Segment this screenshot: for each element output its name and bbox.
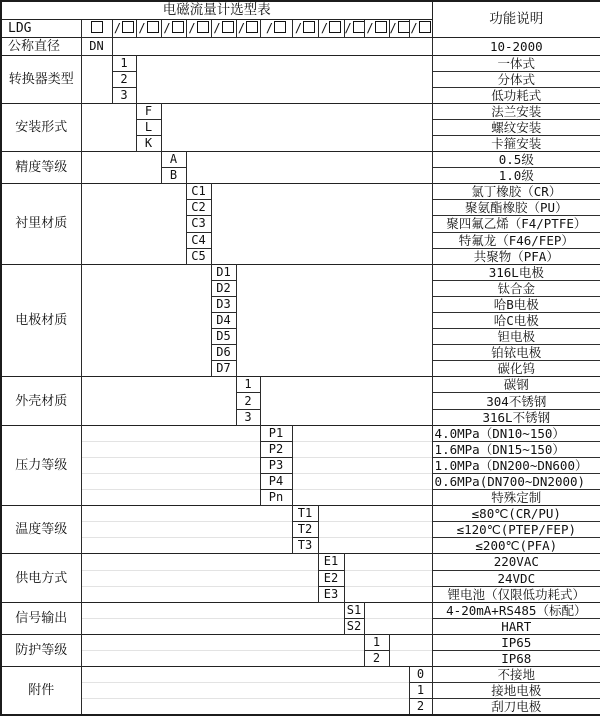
slash-separator: /: [344, 20, 352, 35]
spacer-cell: [260, 377, 432, 425]
function-desc: HART: [432, 618, 600, 634]
spacer-cell: [344, 586, 432, 602]
function-desc: 哈B电极: [432, 296, 600, 312]
model-slash-box-cell: [344, 19, 364, 37]
code-cell: 2: [236, 393, 260, 409]
code-cell-dn: DN: [81, 37, 112, 55]
category-label: 温度等级: [1, 506, 81, 554]
function-desc: 1.0MPa（DN200~DN600）: [432, 457, 600, 473]
spacer-cell: [81, 425, 260, 441]
code-cell: C2: [186, 200, 211, 216]
code-cell: D1: [211, 264, 236, 280]
model-slash-box-cell: [364, 19, 389, 37]
category-label: 电极材质: [1, 264, 81, 377]
function-desc: 0.6MPa(DN700~DN2000): [432, 473, 600, 489]
spacer-cell: [81, 264, 211, 377]
slash-separator: /: [188, 20, 196, 35]
spacer-cell: [81, 602, 344, 618]
spacer-cell: [364, 602, 432, 618]
code-cell: B: [161, 168, 186, 184]
function-desc: 刮刀电极: [432, 699, 600, 716]
function-desc: 24VDC: [432, 570, 600, 586]
spacer-cell: [364, 618, 432, 634]
slash-separator: /: [294, 20, 303, 35]
category-label: 衬里材质: [1, 184, 81, 264]
slash-separator: /: [237, 20, 246, 35]
model-box-icon: [172, 21, 184, 33]
function-desc: 哈C电极: [432, 313, 600, 329]
model-box-icon: [375, 21, 387, 33]
function-desc: 碳钢: [432, 377, 600, 393]
model-slash-box-cell: [211, 19, 236, 37]
function-desc: ≤80℃(CR/PU): [432, 506, 600, 522]
slash-separator: /: [366, 20, 374, 35]
spacer-cell: [292, 425, 432, 441]
spacer-cell: [112, 37, 432, 55]
slash-separator: /: [138, 20, 146, 35]
code-cell: 2: [409, 699, 432, 716]
code-cell: C4: [186, 232, 211, 248]
spacer-cell: [81, 473, 260, 489]
spacer-cell: [81, 377, 236, 425]
spacer-cell: [81, 490, 260, 506]
code-cell: D5: [211, 329, 236, 345]
table-title: 电磁流量计选型表: [1, 1, 432, 19]
code-cell: E1: [318, 554, 344, 570]
spacer-cell: [292, 473, 432, 489]
function-desc: 特殊定制: [432, 490, 600, 506]
code-cell: E3: [318, 586, 344, 602]
function-desc: 接地电极: [432, 683, 600, 699]
spacer-cell: [186, 152, 432, 184]
model-prefix: LDG: [1, 19, 81, 37]
code-cell: S2: [344, 618, 364, 634]
spacer-cell: [81, 103, 136, 151]
code-cell: 3: [112, 87, 136, 103]
spacer-cell: [81, 457, 260, 473]
code-cell: D4: [211, 313, 236, 329]
model-box-icon: [197, 21, 209, 33]
spacer-cell: [81, 522, 292, 538]
spacer-cell: [236, 264, 432, 377]
function-desc: 分体式: [432, 71, 600, 87]
model-box-icon: [91, 21, 103, 33]
model-box-icon: [147, 21, 159, 33]
code-cell: C5: [186, 248, 211, 264]
code-cell: P4: [260, 473, 292, 489]
function-desc: ≤120℃(PTEP/FEP): [432, 522, 600, 538]
function-desc: 不接地: [432, 667, 600, 683]
model-slash-box-cell: [236, 19, 260, 37]
model-box-icon: [329, 21, 341, 33]
code-cell: P3: [260, 457, 292, 473]
spacer-cell: [81, 506, 292, 522]
function-desc: 10-2000: [432, 37, 600, 55]
function-desc: 铂铱电极: [432, 345, 600, 361]
category-label: 外壳材质: [1, 377, 81, 425]
model-slash-box-cell: [112, 19, 136, 37]
category-label: 转换器类型: [1, 55, 81, 103]
function-desc: 聚氨酯橡胶（PU）: [432, 200, 600, 216]
spacer-cell: [81, 441, 260, 457]
code-cell: T2: [292, 522, 318, 538]
function-desc: 共聚物（PFA）: [432, 248, 600, 264]
code-cell: P2: [260, 441, 292, 457]
code-cell: D7: [211, 361, 236, 377]
code-cell: C3: [186, 216, 211, 232]
model-slash-box-cell: [161, 19, 186, 37]
function-desc: 钛合金: [432, 280, 600, 296]
spacer-cell: [344, 554, 432, 570]
code-cell: E2: [318, 570, 344, 586]
code-cell: P1: [260, 425, 292, 441]
function-desc: 一体式: [432, 55, 600, 71]
slash-separator: /: [265, 20, 274, 35]
model-slash-box-cell: [389, 19, 409, 37]
code-cell: 2: [364, 650, 389, 666]
function-desc: 4.0MPa（DN10~150）: [432, 425, 600, 441]
function-desc: 低功耗式: [432, 87, 600, 103]
slash-separator: /: [410, 20, 418, 35]
spacer-cell: [211, 184, 432, 264]
function-desc: 卡箍安装: [432, 135, 600, 151]
slash-separator: /: [213, 20, 221, 35]
model-box-icon: [122, 21, 134, 33]
model-box-icon: [353, 21, 364, 33]
function-desc: 碳化钨: [432, 361, 600, 377]
spacer-cell: [81, 554, 318, 570]
model-slash-box-cell: [292, 19, 318, 37]
spacer-cell: [136, 55, 432, 103]
model-slash-box-cell: [409, 19, 432, 37]
slash-separator: /: [163, 20, 171, 35]
code-cell: 0: [409, 667, 432, 683]
code-cell: D2: [211, 280, 236, 296]
function-column-header: 功能说明: [432, 1, 600, 37]
code-cell: 1: [364, 634, 389, 650]
spacer-cell: [292, 457, 432, 473]
code-cell: A: [161, 152, 186, 168]
slash-separator: /: [113, 20, 122, 35]
function-desc: 特氟龙（F46/FEP）: [432, 232, 600, 248]
spacer-cell: [81, 699, 409, 716]
model-box-icon: [398, 21, 409, 33]
code-cell: S1: [344, 602, 364, 618]
function-desc: 螺纹安装: [432, 119, 600, 135]
spacer-cell: [318, 538, 432, 554]
code-cell: 1: [409, 683, 432, 699]
code-cell: L: [136, 119, 161, 135]
code-cell: 1: [112, 55, 136, 71]
model-box-icon: [246, 21, 258, 33]
code-cell: D6: [211, 345, 236, 361]
category-label: 安装形式: [1, 103, 81, 151]
function-desc: 聚四氟乙烯（F4/PTFE）: [432, 216, 600, 232]
code-cell: D3: [211, 296, 236, 312]
spacer-cell: [389, 650, 432, 666]
function-desc: IP65: [432, 634, 600, 650]
category-label: 信号输出: [1, 602, 81, 634]
spacer-cell: [81, 586, 318, 602]
function-desc: ≤200℃(PFA): [432, 538, 600, 554]
category-label: 附件: [1, 667, 81, 716]
spacer-cell: [81, 184, 186, 264]
spacer-cell: [81, 650, 364, 666]
model-box-icon: [274, 21, 286, 33]
spacer-cell: [161, 103, 432, 151]
function-desc: 316L电极: [432, 264, 600, 280]
model-box-icon: [222, 21, 234, 33]
code-cell: 3: [236, 409, 260, 425]
code-cell: C1: [186, 184, 211, 200]
code-cell: 2: [112, 71, 136, 87]
spacer-cell: [81, 152, 161, 184]
spacer-cell: [318, 506, 432, 522]
function-desc: 316L不锈钢: [432, 409, 600, 425]
spacer-cell: [81, 55, 112, 103]
code-cell: T3: [292, 538, 318, 554]
model-slash-box-cell: [260, 19, 292, 37]
category-label: 防护等级: [1, 634, 81, 666]
model-box-icon: [419, 21, 431, 33]
model-slash-box-cell: [318, 19, 344, 37]
code-cell: K: [136, 135, 161, 151]
function-desc: 法兰安装: [432, 103, 600, 119]
slash-separator: /: [389, 20, 397, 35]
category-label: 压力等级: [1, 425, 81, 505]
spacer-cell: [292, 441, 432, 457]
spacer-cell: [81, 683, 409, 699]
spacer-cell: [344, 570, 432, 586]
slash-separator: /: [320, 20, 329, 35]
model-slash-box-cell: [136, 19, 161, 37]
function-desc: 0.5级: [432, 152, 600, 168]
spacer-cell: [81, 618, 344, 634]
function-desc: 4-20mA+RS485（标配）: [432, 602, 600, 618]
function-desc: 钽电极: [432, 329, 600, 345]
code-cell: F: [136, 103, 161, 119]
function-desc: 氯丁橡胶（CR）: [432, 184, 600, 200]
function-desc: 220VAC: [432, 554, 600, 570]
model-box-cell: [81, 19, 112, 37]
function-desc: 1.6MPa（DN15~150）: [432, 441, 600, 457]
code-cell: 1: [236, 377, 260, 393]
spacer-cell: [389, 634, 432, 650]
spacer-cell: [292, 490, 432, 506]
spacer-cell: [81, 570, 318, 586]
category-label: 精度等级: [1, 152, 81, 184]
function-desc: 1.0级: [432, 168, 600, 184]
model-box-icon: [303, 21, 315, 33]
spacer-cell: [81, 538, 292, 554]
category-label-diameter: 公称直径: [1, 37, 81, 55]
spacer-cell: [81, 667, 409, 683]
code-cell: Pn: [260, 490, 292, 506]
category-label: 供电方式: [1, 554, 81, 602]
model-slash-box-cell: [186, 19, 211, 37]
code-cell: T1: [292, 506, 318, 522]
function-desc: 304不锈钢: [432, 393, 600, 409]
spacer-cell: [318, 522, 432, 538]
function-desc: IP68: [432, 650, 600, 666]
spacer-cell: [81, 634, 364, 650]
function-desc: 锂电池（仅限低功耗式）: [432, 586, 600, 602]
